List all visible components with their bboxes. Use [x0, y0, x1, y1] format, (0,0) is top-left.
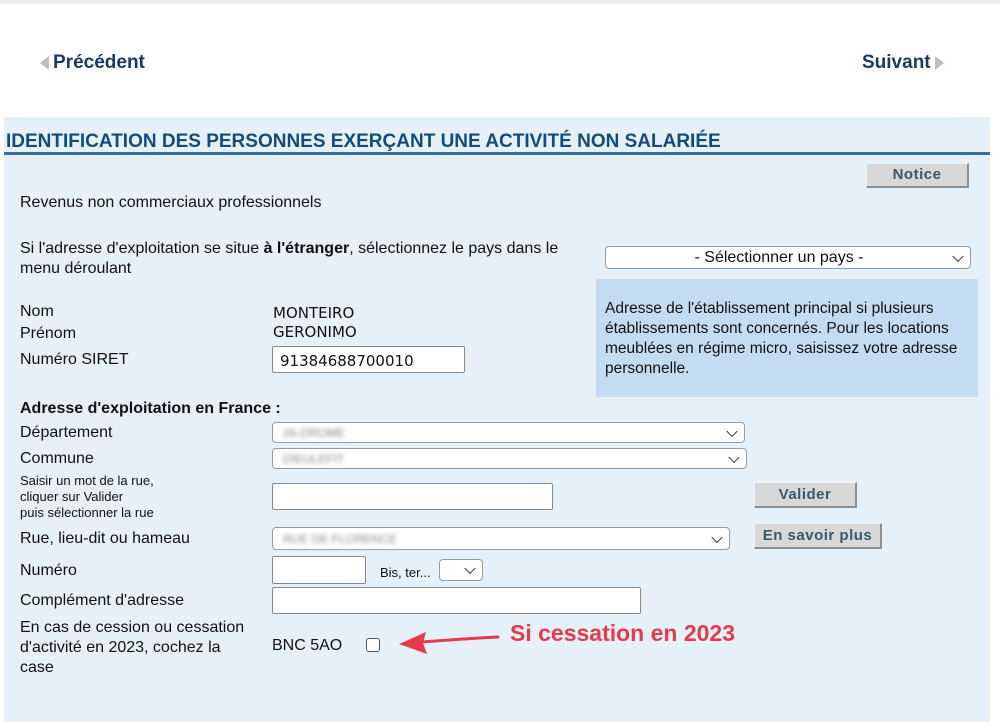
title-underline — [4, 152, 990, 155]
rue-label: Rue, lieu-dit ou hameau — [20, 530, 190, 547]
arrow-left-icon — [40, 56, 49, 70]
section-title: IDENTIFICATION DES PERSONNES EXERÇANT UNE ACTIVITÉ NON SALARIÉE — [6, 131, 721, 152]
en-savoir-plus-button[interactable]: En savoir plus — [754, 523, 882, 549]
cessation-label — [20, 618, 244, 678]
valider-button[interactable]: Valider — [754, 482, 857, 508]
street-search-hint-line1: Saisir un mot de la rue, — [20, 473, 154, 488]
rue-value: RUE DE FLORENCE — [283, 532, 398, 546]
country-select[interactable] — [605, 246, 971, 269]
foreign-instruction-pre: Si l'adresse d'exploitation se situe — [20, 240, 264, 257]
prenom-label: Prénom — [20, 325, 77, 342]
foreign-instruction-bold: à l'étranger — [263, 240, 350, 257]
departement-label: Département — [20, 424, 113, 441]
chevron-down-icon — [464, 563, 475, 574]
siret-input[interactable] — [272, 346, 465, 373]
departement-select[interactable] — [272, 422, 745, 443]
street-search-hint-line2: cliquer sur Valider — [20, 489, 124, 504]
address-heading: Adresse d'exploitation en France : — [20, 400, 281, 417]
arrow-right-icon — [935, 56, 944, 70]
chevron-down-icon — [728, 451, 739, 462]
street-search-hint-line3: puis sélectionner la rue — [20, 505, 154, 520]
siret-label: Numéro SIRET — [20, 351, 129, 368]
departement-value: 26-DROME — [283, 426, 346, 440]
chevron-down-icon — [711, 531, 722, 542]
annotation-text: Si cessation en 2023 — [510, 620, 736, 646]
cessation-label-line2: d'activité en 2023, cochez la — [20, 639, 221, 656]
rue-select[interactable] — [272, 527, 730, 550]
siret-value: 91384688700010 — [280, 352, 414, 370]
country-select-value: - Sélectionner un pays - — [694, 249, 864, 266]
street-search-input[interactable] — [272, 483, 553, 510]
commune-select[interactable] — [272, 448, 747, 469]
complement-label: Complément d'adresse — [20, 592, 185, 609]
next-link[interactable] — [862, 52, 944, 74]
bis-select[interactable] — [439, 559, 483, 581]
bis-label: Bis, ter... — [380, 565, 431, 580]
cessation-label-line1: En cas de cession ou cessation — [20, 619, 245, 636]
previous-label: Précédent — [53, 52, 145, 73]
previous-link[interactable] — [40, 52, 145, 74]
top-divider — [0, 0, 1000, 4]
bnc-code-label: BNC 5AO — [272, 637, 343, 654]
foreign-instruction-post: , sélectionnez le pays dans le menu déroulant — [20, 240, 559, 277]
info-box: Adresse de l'établissement principal si plusieurs établissements sont concernés. Pour les locations meublées en régime micro, saisissez votre adresse personnelle. — [596, 279, 978, 397]
commune-value: DIEULEFIT — [283, 452, 345, 466]
numero-label: Numéro — [20, 562, 77, 579]
foreign-instruction — [20, 239, 590, 279]
next-label: Suivant — [862, 52, 931, 73]
commune-label: Commune — [20, 450, 94, 467]
cessation-checkbox[interactable] — [366, 638, 380, 652]
section-subtitle: Revenus non commerciaux professionnels — [20, 194, 322, 211]
cessation-label-line3: case — [20, 659, 54, 676]
chevron-down-icon — [726, 425, 737, 436]
nom-label: Nom — [20, 303, 54, 320]
street-search-hint — [20, 473, 154, 521]
complement-input[interactable] — [272, 587, 641, 614]
notice-button[interactable]: Notice — [866, 163, 969, 188]
nom-value: MONTEIRO — [273, 304, 355, 322]
numero-input[interactable] — [272, 556, 366, 584]
prenom-value: GERONIMO — [273, 323, 357, 341]
annotation-arrow-icon — [395, 625, 500, 660]
